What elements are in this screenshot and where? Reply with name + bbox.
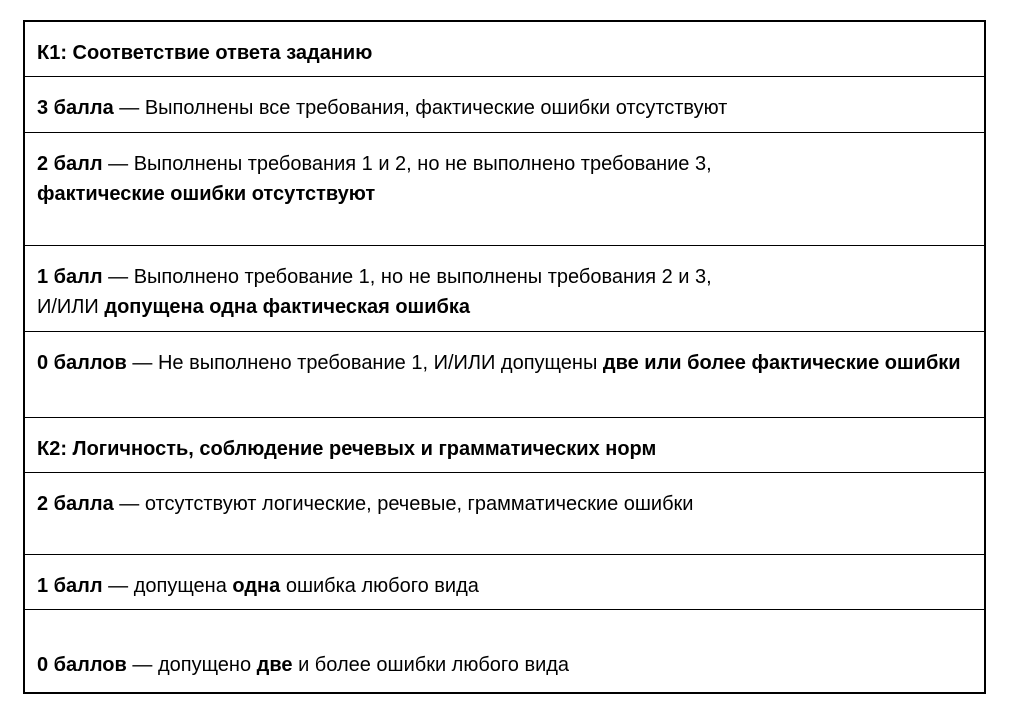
k2-row-2-dash: —	[113, 493, 145, 515]
k2-row-1-text: допущена	[133, 575, 233, 597]
k1-row-0-score: 0 баллов	[37, 352, 127, 374]
k1-header-row	[25, 22, 984, 77]
k2-row-1-score: 1 балл	[37, 575, 103, 597]
k2-row-2-score: 2 балла	[37, 493, 114, 515]
k2-header: К2: Логичность, соблюдение речевых и грамматических норм	[37, 438, 657, 460]
k2-row-0	[25, 610, 984, 692]
k1-row-0	[25, 332, 984, 418]
k2-row-1	[25, 555, 984, 610]
k2-row-1-bold-mid: одна	[232, 575, 281, 597]
k2-row-0-score: 0 баллов	[37, 654, 127, 676]
k2-row-2	[25, 473, 984, 555]
k1-row-2-bold-tail: фактические ошибки отсутствуют	[37, 183, 376, 205]
k1-row-3	[25, 77, 984, 133]
k2-row-0-dash: —	[126, 654, 158, 676]
criteria-table	[23, 20, 986, 694]
k1-row-0-dash: —	[126, 352, 158, 374]
k1-row-2	[25, 133, 984, 246]
k1-row-1-dash: —	[102, 266, 134, 288]
k1-row-0-bold-tail: две или более фактические ошибки	[602, 352, 961, 374]
k2-header-row	[25, 418, 984, 473]
k2-row-0-text2: и более ошибки любого вида	[292, 654, 570, 676]
k1-row-1-score: 1 балл	[37, 266, 103, 288]
k2-row-2-text: отсутствуют логические, речевые, грамматические ошибки	[144, 493, 694, 515]
k1-row-1-text2: И/ИЛИ	[37, 296, 105, 318]
k1-row-3-dash: —	[113, 97, 145, 119]
k1-row-2-text: Выполнены требования 1 и 2, но не выполнено требование 3,	[133, 153, 712, 175]
k1-row-1-text: Выполнено требование 1, но не выполнены требования 2 и 3,	[133, 266, 712, 288]
k2-row-0-bold-mid: две	[256, 654, 293, 676]
k2-row-1-dash: —	[102, 575, 134, 597]
k1-row-3-text: Выполнены все требования, фактические ошибки отсутствуют	[144, 97, 728, 119]
k1-row-1	[25, 246, 984, 332]
k1-header: К1: Соответствие ответа заданию	[37, 42, 373, 64]
k2-row-1-text2: ошибка любого вида	[280, 575, 479, 597]
k1-row-3-score: 3 балла	[37, 97, 114, 119]
k1-row-2-score: 2 балл	[37, 153, 103, 175]
k1-row-0-text: Не выполнено требование 1, И/ИЛИ допущены	[157, 352, 603, 374]
k1-row-2-dash: —	[102, 153, 134, 175]
k2-row-0-text: допущено	[157, 654, 257, 676]
k1-row-1-bold-tail: допущена одна фактическая ошибка	[104, 296, 470, 318]
k2-row-0-content	[37, 650, 569, 680]
